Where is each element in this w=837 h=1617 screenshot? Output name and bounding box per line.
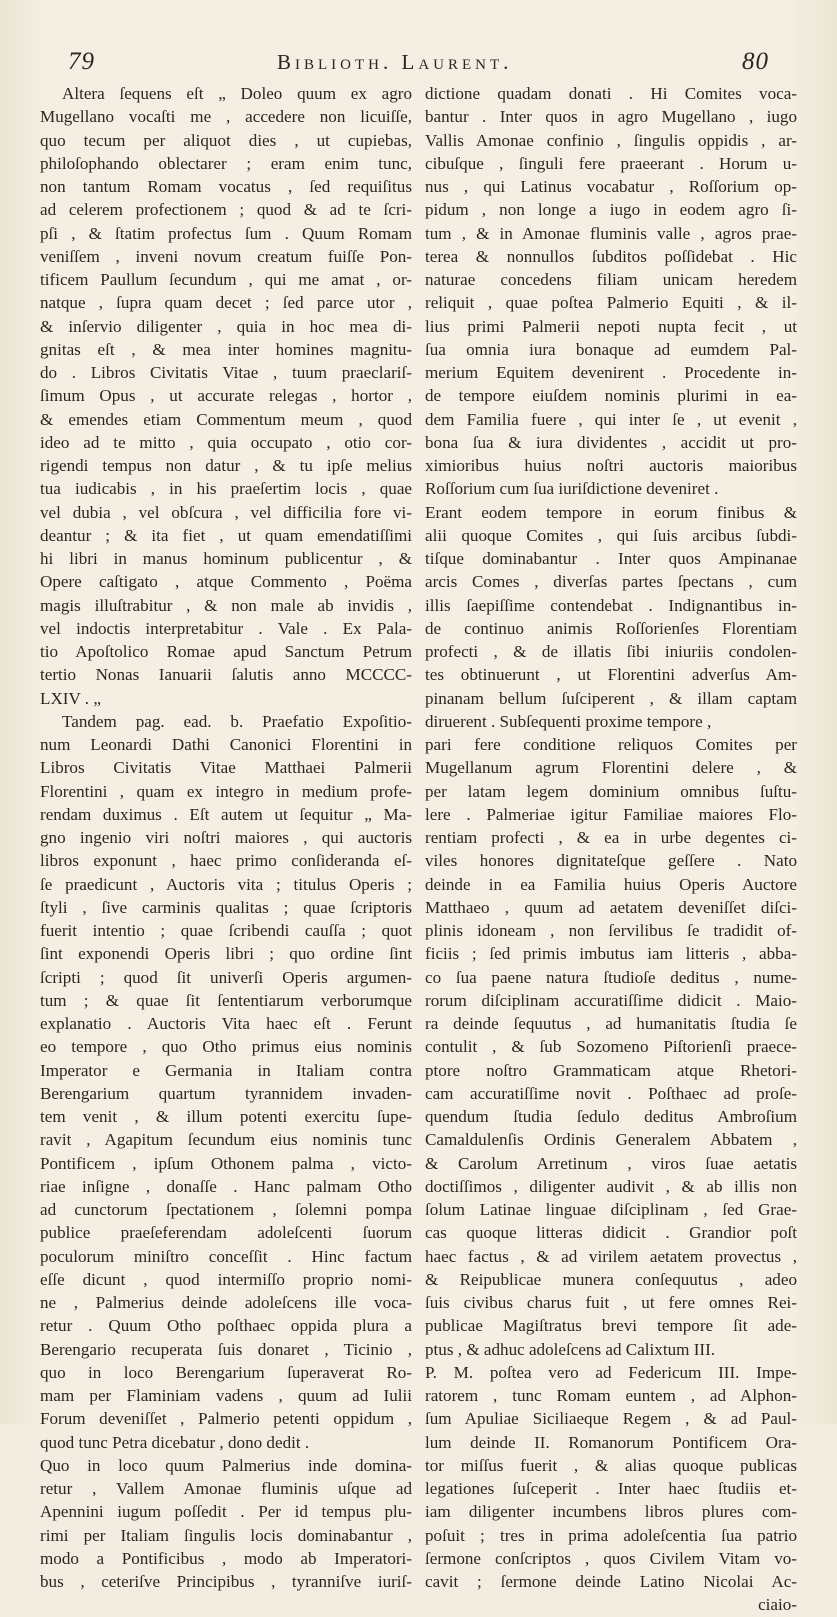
text-line: fuerit intentio ; quae ſcribendi cauſſa ; quot [40, 921, 412, 940]
text-line: cibuſque , ſinguli fere praeerant . Horum u- [425, 153, 797, 173]
text-line: ra deinde ſequutus , ad humanitatis ſtudia ſe [425, 1014, 797, 1033]
text-line: ciaio- [758, 1595, 797, 1615]
running-head: Biblioth. Laurent. [277, 50, 513, 74]
text-line: ratorem , tunc Romam euntem , ad Alphon- [425, 1386, 797, 1405]
text-line: cavit ; ſermone deinde Latino Nicolai Ac- [425, 1572, 797, 1591]
text-line: ſolum Latinae linguae diſciplinam , ſed Grae- [425, 1200, 797, 1219]
text-line: cam accuratiſſime novit . Poſthaec ad proſe- [425, 1083, 797, 1103]
text-line: plinis idoneam , non ſervilibus ſe tradidit of- [425, 921, 797, 940]
text-line: poſuit ; tres in prima adoleſcentia ſua patrio [425, 1525, 797, 1545]
text-line: ideo ad te mitto , quia occupato , otio cor- [40, 432, 412, 452]
text-line: eſſe dicunt , quod intermiſſo proprio nomi- [40, 1269, 412, 1289]
text-line: gno ingenio viri noſtri maiores , qui auctoris [40, 828, 412, 847]
text-line: P. M. poſtea vero ad Federicum III. Impe- [425, 1362, 797, 1382]
text-line: bantur . Inter quos in agro Mugellano , iugo [425, 107, 797, 127]
text-line: cas quoque litteras didicit . Grandior poſt [425, 1223, 797, 1243]
text-line: deantur ; & ita fiet , ut quam emendatiſſimi [40, 525, 412, 545]
text-line: tertio Nonas Ianuarii ſalutis anno MCCCC- [40, 665, 412, 685]
text-line: haec factus , & ad virilem aetatem provectus , [425, 1246, 797, 1266]
text-line: ptore noſtro Grammaticam atque Rhetori- [425, 1060, 797, 1080]
page-number-right: 80 [742, 48, 769, 75]
text-line: non tantum Romam vocatus , ſed requiſitus [40, 177, 412, 196]
text-line: lere . Palmeriae igitur Familiae maiores Flo- [425, 804, 797, 824]
text-line: viles honores dignitateſque geſſere . Nato [425, 851, 797, 871]
text-line: Berengarium quartum tyrannidem invaden- [40, 1083, 412, 1103]
text-line: bus , ceteriſve Principibus , tyranniſve iuriſ- [40, 1572, 412, 1591]
text-line: Opere caſtigato , atque Commento , Poëma [40, 572, 412, 592]
text-line: ſimum Opus , ut accurate relegas , hortor , [40, 386, 412, 406]
text-line: ne , Palmerius deinde adoleſcens ille voca- [40, 1293, 412, 1312]
text-line: riae inſigne , donaſſe . Hanc palmam Otho [40, 1176, 412, 1196]
text-line: & inſervio diligenter , quia in hoc mea di- [40, 316, 412, 336]
text-line: publicae Magiſtratus brevi tempore ſit ade- [425, 1316, 797, 1336]
text-line: Roſſorium cum ſua iuriſdictione deveniret . [425, 479, 719, 499]
text-line: ptus , & adhuc adoleſcens ad Calixtum III. [425, 1339, 716, 1359]
text-line: per latam legem dominium omnibus ſuſtu- [425, 781, 797, 801]
text-line: ſermone conſcriptos , quos Civilem Vitam vo- [425, 1548, 797, 1568]
text-line: Forum deveniſſet , Palmerio petenti oppidum , [40, 1409, 412, 1429]
text-line: alii quoque Comites , qui ſuis arcibus ſubdi- [425, 525, 797, 545]
text-line: ſuis civibus charus fuit , ut fere omnes Rei- [425, 1293, 797, 1312]
text-column-left [40, 82, 412, 1593]
text-line: doctiſſimos , diligenter audivit , & ab illis non [425, 1176, 797, 1196]
text-line: de continuo animis Roſſorienſes Florentiam [425, 618, 797, 638]
text-line: Matthaeo , quum ad aetatem deveniſſet diſci- [425, 897, 797, 917]
text-line: ſtyli , ſive carminis qualitas ; quae ſcriptoris [40, 897, 412, 917]
text-line: ſint exponendi Operis libri ; quo ordine ſint [40, 944, 412, 964]
text-line: tem venit , & illum potenti exercitu ſupe- [40, 1107, 412, 1126]
text-line: pinanam bellum ſuſciperent , & illam captam [425, 688, 797, 708]
text-line: retur . Quum Otho poſthaec oppida plura a [40, 1316, 412, 1336]
text-line: Erant eodem tempore in eorum finibus & [425, 502, 797, 522]
text-line: quo tecum per aliquot dies , ut cupiebas, [40, 130, 412, 150]
text-line: quendum ſtudia ſedulo deditus Ambroſium [425, 1107, 797, 1126]
text-line: Camaldulenſis Ordinis Generalem Abbatem , [425, 1130, 797, 1150]
text-line: co ſua paene natura ſtudioſe deditus , nume- [425, 967, 797, 987]
text-line: tum ; & quae ſit ſententiarum verborumque [40, 990, 412, 1010]
text-line: rendam duximus . Eſt autem ut ſequitur „ Ma- [40, 804, 412, 824]
text-line: tes obtinuerunt , ut Florentini adverſus Am- [425, 665, 797, 685]
text-line: merium Equitem devenirent . Procedente in- [425, 363, 797, 382]
text-line: quod tunc Petra dicebatur , dono dedit . [40, 1432, 310, 1452]
text-line: quo in loco Berengarium ſuperaverat Ro- [40, 1362, 412, 1382]
text-line: Florentini , quam ex integro in medium profe- [40, 781, 412, 801]
text-line: explanatio . Auctoris Vita haec eſt . Ferunt [40, 1014, 412, 1033]
text-line: Quo in loco quum Palmerius inde domina- [40, 1455, 412, 1475]
text-line: ad cunctorum ſpectationem , ſolemni pompa [40, 1200, 412, 1219]
text-line: do . Libros Civitatis Vitae , tuum praeclariſ- [40, 363, 412, 382]
text-line: tio Apoſtolico Romae apud Sanctum Petrum [40, 642, 412, 661]
text-line: arcis Comes , diverſas partes ſpectans , cum [425, 572, 797, 592]
text-line: tor miſſus fuerit , & alias quoque publicas [425, 1455, 797, 1475]
text-line: ravit , Agapitum ſecundum eius nominis tunc [40, 1130, 412, 1150]
text-line: tua iudicabis , in his praeſertim locis , quae [40, 479, 412, 499]
text-line: Altera ſequens eſt „ Doleo quum ex agro [62, 84, 412, 103]
text-line: Vallis Amonae confinio , ſingulis oppidis , ar- [425, 130, 797, 150]
text-line: vel dubia , vel obſcura , vel difficilia fore vi- [40, 502, 412, 522]
text-line: Imperator e Germania in Italiam contra [40, 1060, 412, 1080]
text-line: libros exponunt , haec primo conſideranda eſ- [40, 851, 412, 871]
text-line: hi libri in manus hominum publicentur , & [40, 549, 412, 568]
text-line: ficiis ; ſed primis imbutus iam litteris , abba- [425, 944, 797, 964]
text-line: Tandem pag. ead. b. Praefatio Expoſitio- [62, 711, 412, 731]
text-line: natque , ſupra quam decet ; ſed parce utor , [40, 293, 412, 313]
text-line: tiſque dominabantur . Inter quos Ampinanae [425, 549, 797, 568]
text-line: lum deinde II. Romanorum Pontificem Ora- [425, 1432, 797, 1452]
text-line: bona ſua & iura dividentes , accidit ut pro- [425, 432, 797, 452]
text-line: ſcripti ; quod ſit univerſi Operis argumen- [40, 967, 412, 987]
text-line: terea & nonnullos ſubditos poſſidebat . Hic [425, 246, 797, 266]
text-line: & emendes etiam Commentum meum , quod [40, 409, 412, 429]
text-line: veniſſem , inveni novum creatum fuiſſe Pon- [40, 246, 412, 266]
text-line: rimi per Italiam ſingulis locis dominabantur , [40, 1525, 412, 1545]
text-line: & Reipublicae munera conſequutus , adeo [425, 1269, 797, 1289]
text-line: pſi , & ſtatim profectus ſum . Quum Romam [40, 223, 412, 243]
text-line: Mugellanum agrum Florentini delere , & [425, 758, 797, 778]
text-line: Pontificem , ipſum Othonem palma , victo- [40, 1153, 412, 1173]
text-line: rentiam profecti , & ea in urbe degentes ci- [425, 828, 797, 847]
text-line: vel indoctis interpretabitur . Vale . Ex Pala- [40, 618, 412, 638]
text-line: dem Familia fuere , qui inter ſe , ut evenit , [425, 409, 797, 429]
text-line: de tempore eiuſdem nominis plurimi in ea- [425, 386, 797, 406]
text-line: LXIV . „ [40, 688, 101, 708]
text-line: naturae concedens filiam unicam heredem [425, 270, 797, 289]
text-line: reliquit , quae poſtea Palmerio Equiti , & il- [425, 293, 797, 313]
text-line: ſua omnia iura bonaque ad eumdem Pal- [425, 339, 797, 359]
text-line: rorum diſciplinam accuratiſſime didicit . Maio- [425, 990, 797, 1010]
page-number-left: 79 [68, 48, 95, 75]
text-line: illis ſaepiſſime contendebat . Indignantibus in- [425, 595, 797, 615]
text-line: deinde in ea Familia huius Operis Auctore [425, 874, 797, 894]
text-line: poculorum miniſtro conceſſit . Hinc factum [40, 1246, 412, 1266]
text-line: philoſophando oblectarer ; eram enim tunc, [40, 153, 412, 173]
text-line: tificem Paullum ſecundum , qui me amat , or- [40, 270, 412, 289]
text-line: dictione quadam donati . Hi Comites voca- [425, 84, 797, 103]
text-line: magis illuſtrabitur , & non male ab invidis , [40, 595, 412, 615]
text-line: mam per Flaminiam vadens , quum ad Iulii [40, 1386, 412, 1405]
text-line: diruerent . Subſequenti proxime tempore , [425, 711, 712, 731]
text-line: rigendi tempus non datur , & tu ipſe melius [40, 456, 412, 475]
text-line: eo tempore , quo Otho primus eius nominis [40, 1037, 412, 1057]
text-line: lius primi Palmerii nepoti nupta fecit , ut [425, 316, 797, 336]
text-line: contulit , & ſub Sozomeno Piſtorienſi praece- [425, 1037, 797, 1057]
text-line: publice praeſeferendam adoleſcenti ſuorum [40, 1223, 412, 1243]
text-line: ſe praedicunt , Auctoris vita ; titulus Operis ; [40, 874, 412, 894]
text-line: nus , qui Latinus vocabatur , Roſſorium op- [425, 177, 797, 196]
text-line: iam diligenter incumbens libros plures com- [425, 1502, 797, 1522]
text-line: modo a Pontificibus , modo ab Imperatori- [40, 1548, 412, 1568]
text-line: num Leonardi Dathi Canonici Florentini in [40, 735, 412, 754]
text-line: Berengario recuperata ſuis donaret , Ticinio , [40, 1339, 412, 1359]
text-line: ximioribus huius noſtri auctoris maioribus [425, 456, 797, 475]
text-line: ſum Apuliae Siciliaeque Regem , & ad Paul- [425, 1409, 797, 1429]
text-line: tum , & in Amonae fluminis valle , agros prae- [425, 223, 797, 243]
text-line: profecti , & de illatis ſibi iniuriis condolen- [425, 642, 797, 661]
text-line: Mugellano vocaſti me , accedere non licuiſſe, [40, 107, 412, 127]
text-line: & Carolum Arretinum , viros ſuae aetatis [425, 1153, 797, 1173]
text-line: legationes ſuſceperit . Inter haec ſtudiis et- [425, 1479, 797, 1498]
text-line: retur , Vallem Amonae fluminis uſque ad [40, 1479, 412, 1498]
text-line: Libros Civitatis Vitae Matthaei Palmerii [40, 758, 412, 778]
text-line: pidum , non longe a iugo in eodem agro ſi- [425, 200, 797, 220]
text-line: Apennini iugum poſſedit . Per id tempus plu- [40, 1502, 412, 1522]
text-line: ad celerem profectionem ; quod & ad te ſcri- [40, 200, 412, 220]
text-line: pari fere conditione reliquos Comites per [425, 735, 797, 754]
text-column-right [425, 82, 797, 1617]
text-line: gnitas eſt , & mea inter homines magnitu- [40, 339, 412, 359]
